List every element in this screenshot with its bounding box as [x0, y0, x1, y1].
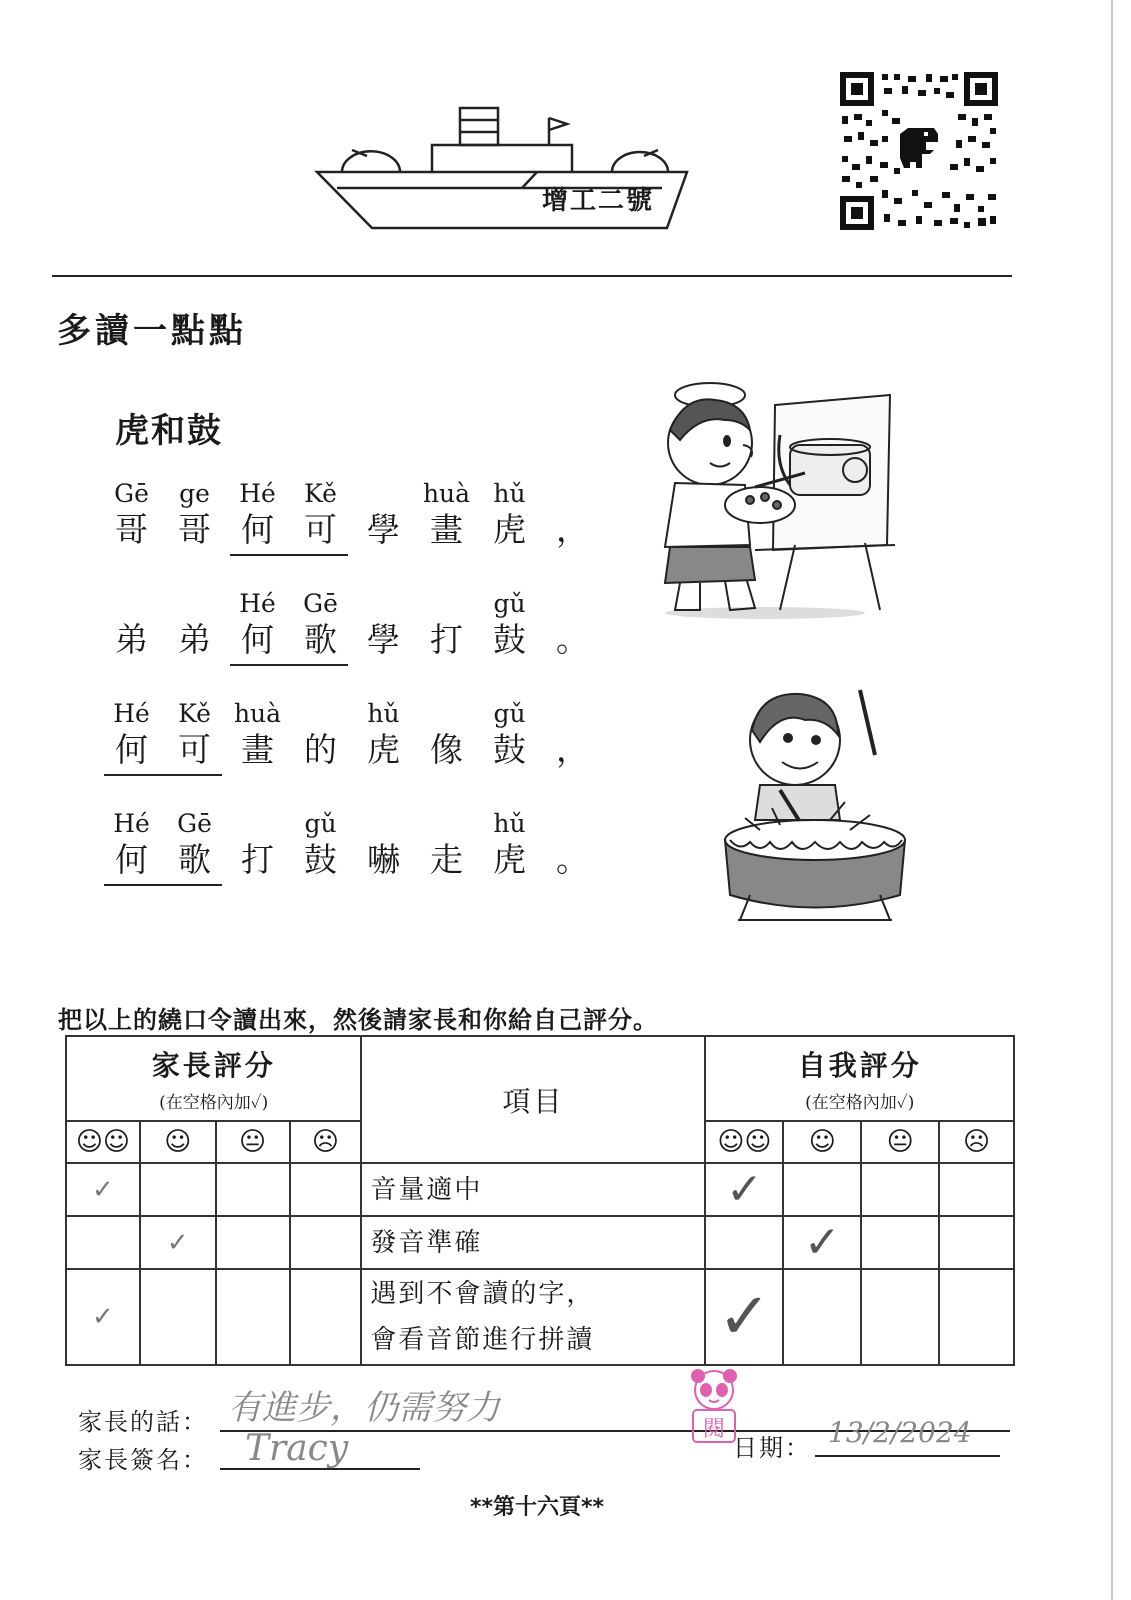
poem-char: Hé 何 [226, 480, 289, 552]
boy-painting-illustration [655, 365, 905, 620]
neutral-face-icon: 😐 [861, 1121, 939, 1163]
poem-char: 學 [367, 620, 400, 659]
score-table [65, 1035, 1015, 1366]
poem-char: Hé 何 [100, 810, 163, 882]
poem-char: 嚇 [367, 840, 400, 879]
poem-char: 打 [241, 840, 274, 879]
item-volume: 音量適中 [361, 1163, 705, 1216]
poem-title: 虎和鼓 [115, 411, 223, 451]
stamp-text: 閱 [702, 1417, 726, 1442]
table-row [66, 1163, 1014, 1216]
self-score-header: 自我評分 (在空格內加✓) [705, 1036, 1014, 1121]
poem-char: gǔ 鼓 [304, 809, 337, 879]
poem-punct: 。 [556, 620, 589, 659]
header-divider [52, 275, 1012, 277]
checkbox-cell[interactable] [939, 1216, 1014, 1269]
date-line [815, 1455, 1000, 1457]
checkbox-cell[interactable] [290, 1269, 362, 1365]
poem-char: Gē 歌 [289, 590, 352, 662]
poem-char: Kě 可 [163, 700, 226, 772]
poem-char: Gē 哥 [114, 479, 149, 549]
poem-char: hǔ 虎 [367, 699, 400, 769]
checkbox-cell[interactable] [705, 1216, 783, 1269]
checkbox-cell[interactable]: ✓ [705, 1269, 783, 1365]
poem-char: ge 哥 [178, 479, 211, 549]
checkbox-cell[interactable] [861, 1163, 939, 1216]
table-row [66, 1216, 1014, 1269]
happy-face-icon: ☺ [140, 1121, 216, 1163]
name-underline [230, 554, 293, 556]
name-underline [167, 774, 222, 776]
parent-words-handwriting[interactable]: 有進步，仍需努力 [228, 1388, 500, 1428]
poem-char: 打 [430, 620, 463, 659]
checkbox-cell[interactable] [66, 1216, 140, 1269]
name-underline [104, 884, 167, 886]
poem-char: hǔ 虎 [493, 479, 526, 549]
poem-punct: 。 [556, 840, 589, 879]
parent-score-header: 家長評分 (在空格內加✓) [66, 1036, 361, 1121]
checkbox-cell[interactable] [290, 1163, 362, 1216]
date-handwriting[interactable]: 13/2/2024 [828, 1416, 972, 1449]
checkbox-cell[interactable] [140, 1269, 216, 1365]
checkbox-cell[interactable]: ✓ [783, 1216, 861, 1269]
name-underline [293, 554, 348, 556]
checkbox-cell[interactable] [140, 1163, 216, 1216]
poem-char: 學 [367, 510, 400, 549]
name-underline [230, 664, 293, 666]
checkbox-cell[interactable] [783, 1163, 861, 1216]
poem-char: Hé 何 [226, 590, 289, 662]
sad-face-icon: ☹ [939, 1121, 1014, 1163]
section-title: 多讀一點點 [57, 311, 247, 351]
poem-char: 弟 [115, 620, 148, 659]
checkbox-cell[interactable] [939, 1163, 1014, 1216]
poem-line-3 [100, 700, 604, 772]
poem-char: 弟 [178, 620, 211, 659]
table-row [66, 1269, 1014, 1365]
poem-char: gǔ 鼓 [493, 699, 526, 769]
signature-label: 家長簽名： [78, 1446, 208, 1474]
checkbox-cell[interactable] [861, 1216, 939, 1269]
very-happy-face-icon: ☺☺ [66, 1121, 140, 1163]
checkbox-cell[interactable] [861, 1269, 939, 1365]
qr-code-icon [838, 70, 1000, 232]
poem-punct: ， [556, 730, 589, 769]
boy-drumming-illustration [720, 680, 910, 925]
checkbox-cell[interactable] [783, 1269, 861, 1365]
poem-char: huà 畫 [422, 479, 471, 549]
poem-char: hǔ 虎 [493, 809, 526, 879]
name-underline [104, 774, 167, 776]
item-header: 項目 [361, 1036, 705, 1163]
poem-char: huà 畫 [233, 699, 282, 769]
date-label: 日期： [733, 1434, 811, 1462]
poem-char: Hé 何 [100, 700, 163, 772]
checkbox-cell[interactable] [216, 1216, 290, 1269]
parent-words-label: 家長的話： [78, 1408, 208, 1436]
neutral-face-icon: 😐 [216, 1121, 290, 1163]
poem-char: Kě 可 [289, 480, 352, 552]
checkbox-cell[interactable] [216, 1163, 290, 1216]
poem-char: gǔ 鼓 [493, 589, 526, 659]
checkbox-cell[interactable]: ✓ [140, 1216, 216, 1269]
page-edge-shadow [1111, 0, 1113, 1600]
checkbox-cell[interactable] [290, 1216, 362, 1269]
item-pronunciation: 發音準確 [361, 1216, 705, 1269]
name-underline [293, 664, 348, 666]
ship-label: 增工二號 [542, 186, 655, 216]
checkbox-cell[interactable] [216, 1269, 290, 1365]
poem-line-4 [100, 810, 604, 882]
poem-char: Gē 歌 [163, 810, 226, 882]
poem-char: 走 [430, 840, 463, 879]
poem-punct: ， [556, 510, 589, 549]
checkbox-cell[interactable]: ✓ [66, 1163, 140, 1216]
poem-char: 的 [304, 730, 337, 769]
signature-handwriting[interactable]: Tracy [245, 1428, 349, 1469]
page-number: **第十六頁** [470, 1495, 605, 1520]
sad-face-icon: ☹ [290, 1121, 362, 1163]
very-happy-face-icon: ☺☺ [705, 1121, 783, 1163]
poem-line-2 [100, 590, 604, 662]
happy-face-icon: ☺ [783, 1121, 861, 1163]
poem-char: 像 [430, 730, 463, 769]
checkbox-cell[interactable]: ✓ [66, 1269, 140, 1365]
checkbox-cell[interactable]: ✓ [705, 1163, 783, 1216]
name-underline [167, 884, 222, 886]
item-syllable-reading: 遇到不會讀的字， 會看音節進行拼讀 [361, 1269, 705, 1365]
instruction-text: 把以上的繞口令讀出來，然後請家長和你給自己評分。 [58, 1006, 658, 1034]
poem-line-1 [100, 480, 604, 552]
checkbox-cell[interactable] [939, 1269, 1014, 1365]
